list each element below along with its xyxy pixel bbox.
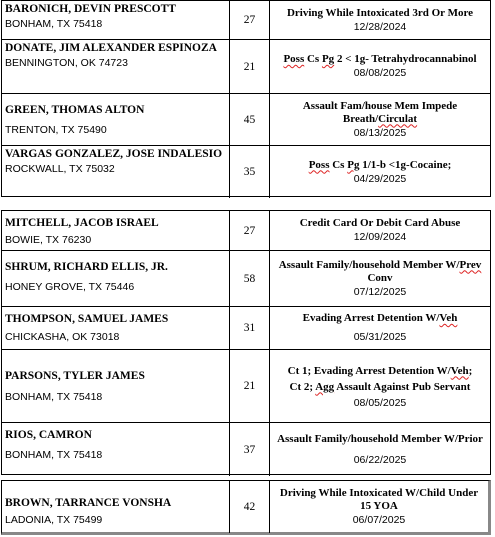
spellcheck-underlined-word: Poss <box>283 53 305 65</box>
spellcheck-underlined-word: Veh <box>450 364 469 377</box>
inmate-name: PARSONS, TYLER JAMES <box>5 370 145 382</box>
inmate-location: BOWIE, TX 76230 <box>5 234 92 246</box>
inmate-name: GREEN, THOMAS ALTON <box>5 104 145 116</box>
charge-text-segment: Conv <box>367 271 393 284</box>
charge-text <box>274 217 486 230</box>
table-row <box>2 251 490 307</box>
spellcheck-underlined-word: Prev <box>459 258 482 271</box>
charge-text-segment: Cs <box>329 158 348 171</box>
spellcheck-underlined-word: Pg <box>321 53 335 65</box>
charge-text <box>274 159 486 172</box>
inmate-name: RIOS, CAMRON <box>5 429 92 441</box>
charge-text <box>274 259 486 285</box>
inmate-location: CHICKASHA, OK 73018 <box>5 331 120 343</box>
table-row <box>2 481 488 533</box>
booking-date: 06/22/2025 <box>353 453 407 466</box>
inmate-age: 21 <box>230 40 270 93</box>
inmate-age: 45 <box>230 94 270 145</box>
booking-date: 08/05/2025 <box>353 396 407 409</box>
charge-text-segment: 1/1-b <1g-Cocaine; <box>359 158 452 171</box>
booking-date: 12/09/2024 <box>353 231 407 243</box>
charge-text-segment: 2 < 1g- Tetrahydrocannabinol <box>334 53 477 65</box>
inmate-location: BONHAM, TX 75418 <box>5 391 103 403</box>
roster-block-1 <box>1 0 491 197</box>
inmate-name: MITCHELL, JACOB ISRAEL <box>5 217 159 229</box>
inmate-name: THOMPSON, SAMUEL JAMES <box>5 313 169 325</box>
inmate-age: 58 <box>230 251 270 306</box>
inmate-name: BARONICH, DEVIN PRESCOTT <box>5 3 176 15</box>
charge-text-segment: Ct 2; <box>289 380 316 393</box>
charge-text-segment: ; <box>468 364 473 377</box>
charge-text <box>274 7 486 20</box>
table-row <box>2 40 490 94</box>
inmate-name: VARGAS GONZALEZ, JOSE INDALESIO <box>5 148 223 160</box>
inmate-age: 37 <box>230 423 270 476</box>
charge-text <box>274 487 484 513</box>
charge-text-segment: Driving While Intoxicated 3rd Or More <box>286 6 474 19</box>
charge-text-segment: Assault Family/household Member W/Prior <box>277 432 483 445</box>
inmate-location: BENNINGTON, OK 74723 <box>5 57 128 69</box>
charge-text <box>274 312 486 325</box>
inmate-age: 31 <box>230 307 270 349</box>
inmate-name: SHRUM, RICHARD ELLIS, JR. <box>5 261 168 273</box>
table-row <box>2 307 490 350</box>
spellcheck-underlined-word: Veh <box>439 312 458 324</box>
charge-text-segment: Credit Card Or Debit Card Abuse <box>299 217 461 229</box>
inmate-location: HONEY GROVE, TX 75446 <box>5 281 135 293</box>
spellcheck-underlined-word: Circulat <box>378 112 418 125</box>
booking-date: 04/29/2025 <box>353 172 407 185</box>
spellcheck-underlined-word: Agg <box>315 380 335 393</box>
charge-text-segment: Cs <box>304 53 322 65</box>
roster-block-3 <box>1 480 491 535</box>
booking-date: 05/31/2025 <box>353 331 407 343</box>
inmate-location: LADONIA, TX 75499 <box>5 514 103 526</box>
inmate-age: 35 <box>230 146 270 198</box>
inmate-location: TRENTON, TX 75490 <box>5 124 107 136</box>
charge-text-segment: Evading Arrest Detention W/ <box>302 312 440 324</box>
spellcheck-underlined-word: Pg <box>347 158 360 171</box>
inmate-location: BONHAM, TX 75418 <box>5 449 103 461</box>
charge-text <box>274 433 486 446</box>
booking-date: 08/13/2025 <box>353 126 407 139</box>
inmate-age: 27 <box>230 1 270 39</box>
inmate-location: ROCKWALL, TX 75032 <box>5 163 115 175</box>
charge-text <box>274 363 486 395</box>
charge-text-segment: Assault Family/household Member W/ <box>278 258 460 271</box>
inmate-location: BONHAM, TX 75418 <box>5 18 103 30</box>
charge-text-segment: Ct 1; Evading Arrest Detention W/ <box>287 364 451 377</box>
booking-date: 07/12/2025 <box>353 285 407 298</box>
charge-text <box>274 53 486 66</box>
charge-text <box>274 100 486 126</box>
table-row <box>2 423 490 476</box>
table-row <box>2 211 490 251</box>
inmate-age: 42 <box>230 481 270 533</box>
table-row <box>2 94 490 146</box>
table-row <box>2 1 490 40</box>
inmate-name: DONATE, JIM ALEXANDER ESPINOZA <box>5 42 217 54</box>
spellcheck-underlined-word: Poss <box>308 158 330 171</box>
booking-date: 12/28/2024 <box>353 20 407 33</box>
inmate-age: 27 <box>230 211 270 250</box>
charge-text-segment: Assault Against Pub Servant <box>334 380 471 393</box>
inmate-name: BROWN, TARRANCE VONSHA <box>5 497 172 509</box>
booking-date: 06/07/2025 <box>352 514 406 526</box>
charge-text-segment: Assault Fam/house Mem Impede Breath/ <box>302 99 458 125</box>
roster-block-2 <box>1 210 491 475</box>
booking-date: 08/08/2025 <box>353 67 407 79</box>
charge-text-segment: Driving While Intoxicated W/Child Under 15 YOA <box>279 487 479 512</box>
inmate-age: 21 <box>230 350 270 422</box>
table-row <box>2 146 490 198</box>
table-row <box>2 350 490 423</box>
